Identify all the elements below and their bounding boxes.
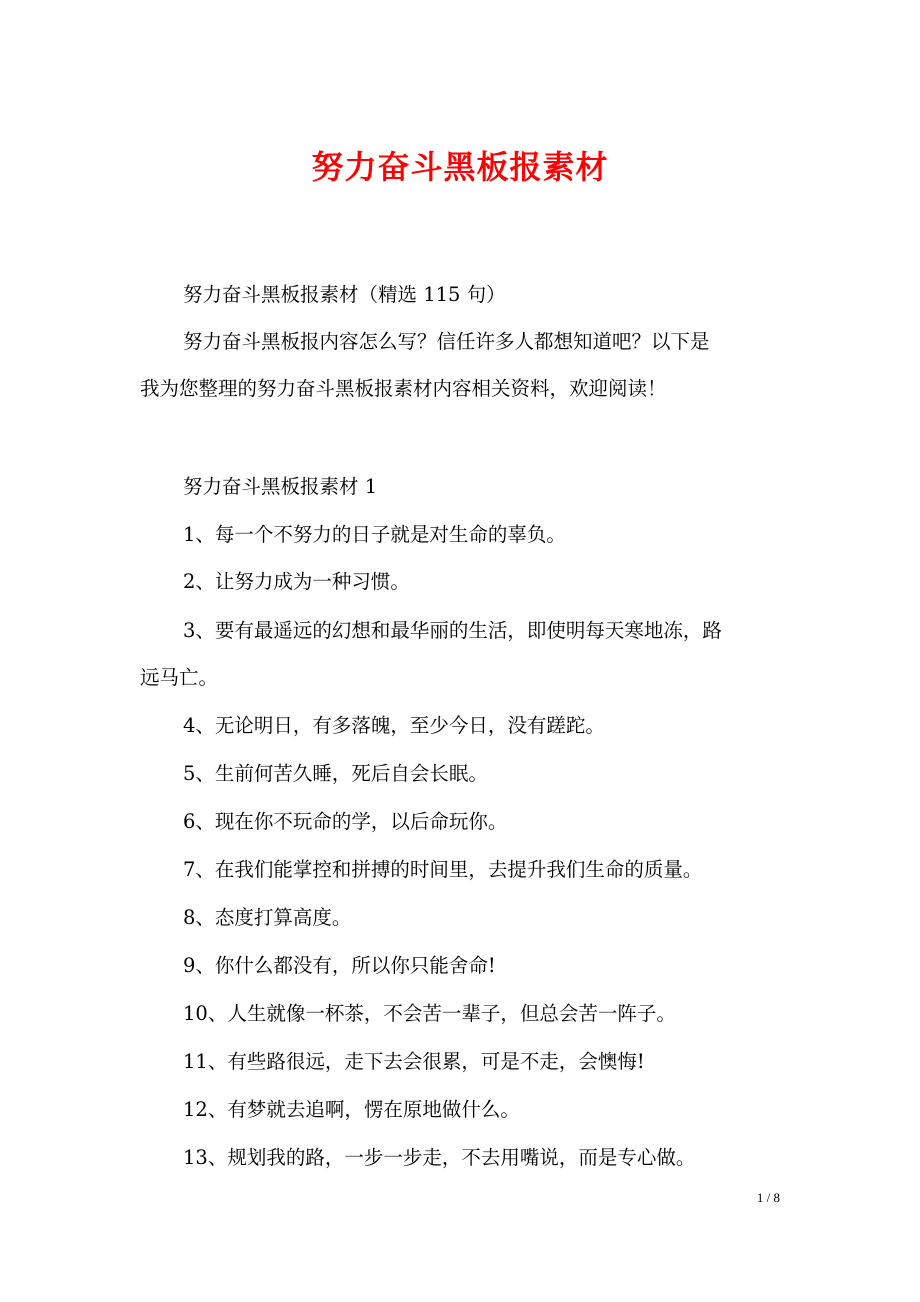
list-item: 7、在我们能掌控和拼搏的时间里，去提升我们生命的质量。 <box>183 858 703 881</box>
list-item-continuation: 远马亡。 <box>140 666 219 689</box>
list-item: 11、有些路很远，走下去会很累，可是不走，会懊悔! <box>183 1050 645 1073</box>
list-item: 3、要有最遥远的幻想和最华丽的生活，即使明每天寒地冻，路 <box>183 619 722 642</box>
list-item: 2、让努力成为一种习惯。 <box>183 570 410 593</box>
subtitle: 努力奋斗黑板报素材（精选 115 句） <box>183 283 506 306</box>
list-item: 1、每一个不努力的日子就是对生命的辜负。 <box>183 523 566 546</box>
list-item: 5、生前何苦久睡，死后自会长眠。 <box>183 762 488 785</box>
list-item: 8、态度打算高度。 <box>183 906 352 929</box>
page-number: 1 / 8 <box>756 1190 780 1205</box>
list-item: 6、现在你不玩命的学，以后命玩你。 <box>183 810 508 833</box>
list-item: 13、规划我的路，一步一步走，不去用嘴说，而是专心做。 <box>183 1146 696 1169</box>
list-item: 12、有梦就去追啊，愣在原地做什么。 <box>183 1098 520 1121</box>
list-item: 10、人生就像一杯茶，不会苦一辈子，但总会苦一阵子。 <box>183 1002 676 1025</box>
intro-line-1: 努力奋斗黑板报内容怎么写？信任许多人都想知道吧？以下是 <box>183 330 710 353</box>
list-item: 9、你什么都没有，所以你只能舍命! <box>183 954 496 977</box>
section-heading: 努力奋斗黑板报素材 1 <box>183 475 378 498</box>
intro-line-2: 我为您整理的努力奋斗黑板报素材内容相关资料，欢迎阅读！ <box>140 377 667 400</box>
list-item: 4、无论明日，有多落魄，至少今日，没有蹉跎。 <box>183 714 605 737</box>
document-title: 努力奋斗黑板报素材 <box>311 148 609 186</box>
